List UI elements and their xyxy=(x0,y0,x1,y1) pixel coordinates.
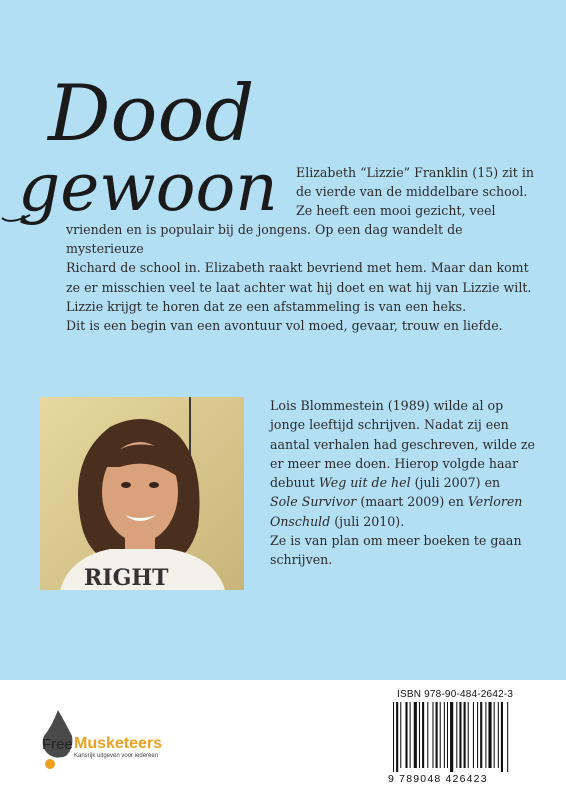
barcode-bar xyxy=(400,702,401,768)
barcode-bar xyxy=(480,702,482,768)
blurb-body xyxy=(66,220,536,335)
barcode-bar xyxy=(456,702,457,768)
blurb-line: Dit is een begin van een avontuur vol moed, gevaar, trouw en liefde. xyxy=(66,318,503,334)
bio-text: debuut xyxy=(270,475,319,491)
title-line-2: gewoon xyxy=(18,149,278,226)
barcode-bar xyxy=(473,702,474,768)
book-title xyxy=(0,40,300,240)
barcode xyxy=(391,702,541,772)
blurb-line: Elizabeth “Lizzie” Franklin (15) zit in xyxy=(296,165,535,180)
bio-line xyxy=(270,492,540,511)
blurb-line: Lizzie krijgt te horen dat ze een afstammeling is van een heks. xyxy=(66,298,467,314)
barcode-bar xyxy=(488,702,491,768)
bio-text: (juli 2007) en xyxy=(410,475,501,491)
isbn-digits: 9 789048 426423 xyxy=(388,773,488,785)
blurb-intro xyxy=(296,163,546,221)
bio-line: schrijven. xyxy=(270,552,333,568)
bio-line xyxy=(270,512,540,531)
publisher-name-free: Free xyxy=(42,736,73,753)
book-title-ref: Sole Survivor xyxy=(270,494,357,510)
shirt-text: RIGHT xyxy=(84,565,169,590)
barcode-bar xyxy=(410,702,411,768)
barcode-bar xyxy=(436,702,438,768)
barcode-bar xyxy=(432,702,433,768)
barcode-bar xyxy=(414,702,417,768)
barcode-bar xyxy=(459,702,461,768)
book-title-ref: Weg uit de hel xyxy=(318,475,411,491)
barcode-bar xyxy=(468,702,469,768)
barcode-bar xyxy=(427,702,428,768)
barcode-bar xyxy=(498,702,499,768)
barcode-bar xyxy=(494,702,495,768)
barcode-bar xyxy=(419,702,420,768)
barcode-bar xyxy=(450,702,453,772)
author-bio xyxy=(270,396,540,570)
bio-line: jonge leeftijd schrijven. Nadat zij een xyxy=(270,417,509,433)
bio-line: er meer mee doen. Hierop volgde haar xyxy=(270,455,518,471)
barcode-bar xyxy=(447,702,448,768)
barcode-bar xyxy=(396,702,398,772)
book-title-ref: Verloren xyxy=(467,494,523,510)
bio-line: aantal verhalen had geschreven, wilde ze xyxy=(270,436,535,452)
bio-line xyxy=(270,473,540,492)
bio-line: Ze is van plan om meer boeken te gaan xyxy=(270,533,522,549)
barcode-bar xyxy=(405,702,407,768)
barcode-bar xyxy=(464,702,466,768)
blurb-line: Richard de school in. Elizabeth raakt bevriend met hem. Maar dan komt xyxy=(66,260,529,276)
barcode-bar xyxy=(440,702,441,768)
bio-text: (juli 2010). xyxy=(330,513,405,529)
barcode-bar xyxy=(477,702,478,768)
bio-line: Lois Blommestein (1989) wilde al op xyxy=(270,398,504,413)
blurb-line: ze er misschien veel te laat achter wat hij doet en wat hij van Lizzie wilt. xyxy=(66,279,532,295)
author-photo xyxy=(40,397,244,590)
publisher-name-musketeers: Musketeers xyxy=(74,735,163,752)
blurb-line: Ze heeft een mooi gezicht, veel xyxy=(296,203,496,219)
isbn-label: ISBN 978-90-484-2642-3 xyxy=(397,689,514,700)
barcode-bar xyxy=(444,702,445,768)
book-title-ref: Onschuld xyxy=(270,513,331,529)
barcode-bar xyxy=(485,702,486,768)
barcode-bar xyxy=(393,702,394,772)
blurb-line: de vierde van de middelbare school. xyxy=(296,184,528,200)
barcode-bar xyxy=(422,702,424,768)
title-line-1: Dood xyxy=(48,69,255,159)
bio-text: (maart 2009) en xyxy=(356,494,468,510)
publisher-tagline: Kansrijk uitgeven voor iedereen xyxy=(74,753,159,759)
blurb-line: vrienden en is populair bij de jongens. Op een dag wandelt de mysterieuze xyxy=(66,222,463,257)
barcode-bar xyxy=(501,702,503,772)
barcode-bar xyxy=(507,702,508,772)
